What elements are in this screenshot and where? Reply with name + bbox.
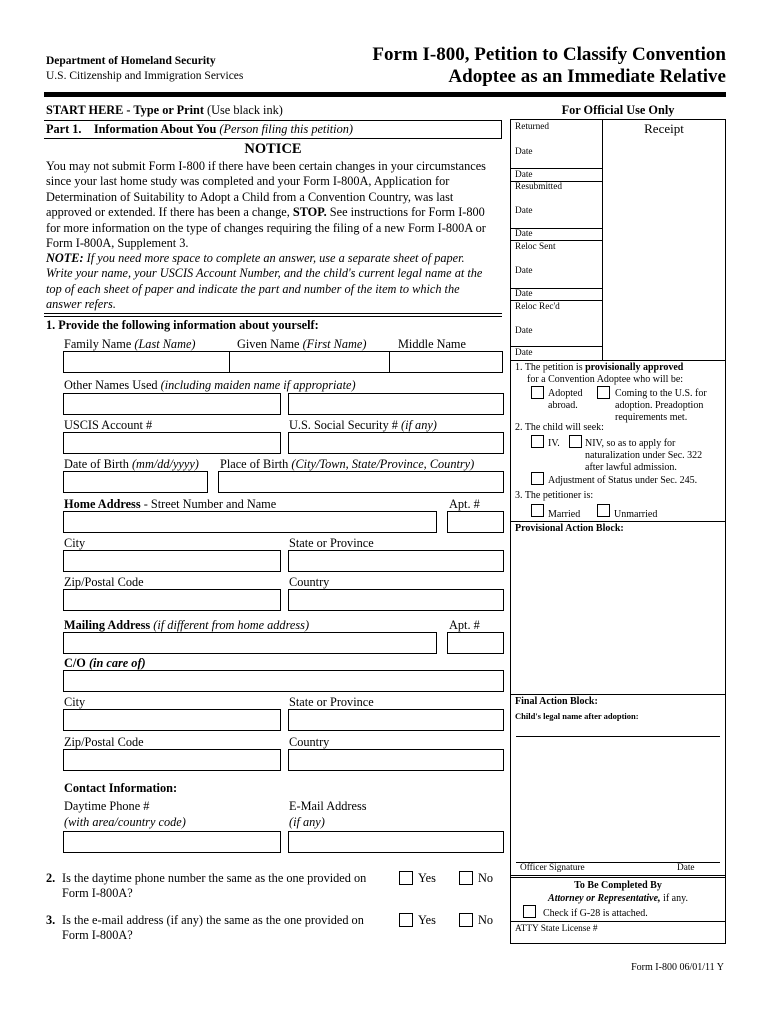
p2-text: 2. The child will seek: [515, 422, 604, 433]
ssn-input[interactable] [288, 432, 504, 454]
niv-line3: after lawful admission. [585, 462, 677, 473]
coming-line1: Coming to the U.S. for [615, 388, 707, 399]
other-names-input-2[interactable] [288, 393, 504, 415]
g28-label: Check if G-28 is attached. [543, 908, 648, 919]
q2-number: 2. [46, 871, 56, 885]
married-label: Married [548, 509, 581, 520]
unmarried-checkbox[interactable] [597, 504, 610, 517]
mailing-apt-label: Apt. # [449, 618, 480, 632]
resubmitted-label: Resubmitted [515, 182, 562, 192]
q3-yes-label: Yes [418, 913, 436, 927]
provisional-action-block: Provisional Action Block: [515, 523, 624, 534]
date-label-8: Date [515, 348, 533, 358]
adopted-label: Adopted [548, 388, 583, 399]
returned-label: Returned [515, 122, 550, 132]
q2-yes-checkbox[interactable] [399, 871, 413, 885]
mailing-state-input[interactable] [288, 709, 504, 731]
niv-checkbox[interactable] [569, 435, 582, 448]
adjustment-label: Adjustment of Status under Sec. 245. [548, 475, 698, 486]
form-title-line2: Adoptee as an Immediate Relative [448, 66, 726, 87]
given-name-label: Given Name (First Name) [237, 337, 367, 351]
email-input[interactable] [288, 831, 504, 853]
iv-checkbox[interactable] [531, 435, 544, 448]
home-city-label: City [64, 536, 86, 550]
reloc-sent-label: Reloc Sent [515, 242, 556, 252]
p3-text: 3. The petitioner is: [515, 490, 594, 501]
form-footer-id: Form I-800 06/01/11 Y [631, 962, 724, 973]
home-address-label: Home Address - Street Number and Name [64, 497, 277, 511]
home-country-label: Country [289, 575, 330, 589]
day-phone-sublabel: (with area/country code) [64, 815, 186, 829]
q3-number: 3. [46, 913, 56, 927]
mailing-zip-input[interactable] [63, 749, 281, 771]
notice-body: You may not submit Form I-800 if there have been certain changes in your circumstances since your last home study was completed and your Form I-800A, Application for Determination of Suitability to Adopt a Child from a Convention Country, was last approved or extended. If there has been a change, STOP. See instructions for Form I-800 for more information on the type of changes requiring the filing of a new Form I-800A or Form I-800A, Supplement 3. [46, 159, 486, 251]
q1-heading: 1. Provide the following information about yourself: [46, 318, 319, 332]
final-action-block: Final Action Block: [515, 696, 598, 707]
dob-input[interactable] [63, 471, 208, 493]
attorney-heading: To Be Completed By [574, 880, 662, 891]
contact-heading: Contact Information: [64, 781, 178, 795]
q2-no-checkbox[interactable] [459, 871, 473, 885]
home-street-input[interactable] [63, 511, 437, 533]
q3-yes-checkbox[interactable] [399, 913, 413, 927]
email-sublabel: (if any) [289, 815, 325, 829]
date-label-5: Date [515, 266, 533, 276]
iv-label: IV. [548, 438, 560, 449]
home-city-input[interactable] [63, 550, 281, 572]
notice-heading: NOTICE [244, 141, 302, 157]
q3-line2: Form I-800A? [62, 928, 133, 942]
home-country-input[interactable] [288, 589, 504, 611]
attorney-subheading: Attorney or Representative, if any. [548, 893, 688, 904]
dob-label: Date of Birth (mm/dd/yyyy) [64, 457, 199, 471]
note-body: NOTE: If you need more space to complete an answer, use a separate sheet of paper. Write your name, your USCIS Account Number, and the child's current legal name at the top of each sheet of paper and indicate the part and number of the item to which the answer refers. [46, 251, 483, 312]
atty-license-input[interactable] [520, 934, 720, 943]
date-label-7: Date [515, 326, 533, 336]
unmarried-label: Unmarried [614, 509, 658, 520]
care-of-input[interactable] [63, 670, 504, 692]
agency-name: Department of Homeland Security [46, 55, 216, 67]
g28-checkbox[interactable] [523, 905, 536, 918]
subagency-name: U.S. Citizenship and Immigration Services [46, 70, 244, 82]
date-label-6: Date [515, 289, 533, 299]
family-name-label: Family Name (Last Name) [64, 337, 196, 351]
mailing-zip-label: Zip/Postal Code [64, 735, 144, 749]
q3-no-label: No [478, 913, 494, 927]
coming-line2: adoption. Preadoption [615, 400, 704, 411]
date-label-2: Date [515, 170, 533, 180]
middle-name-label: Middle Name [398, 337, 466, 351]
home-apt-label: Apt. # [449, 497, 480, 511]
mailing-state-label: State or Province [289, 695, 374, 709]
uscis-account-input[interactable] [63, 432, 281, 454]
form-title-line1: Form I-800, Petition to Classify Convention [372, 44, 726, 65]
married-checkbox[interactable] [531, 504, 544, 517]
home-state-input[interactable] [288, 550, 504, 572]
uscis-account-label: USCIS Account # [64, 418, 153, 432]
pob-input[interactable] [218, 471, 504, 493]
day-phone-input[interactable] [63, 831, 281, 853]
mailing-country-label: Country [289, 735, 330, 749]
pob-label: Place of Birth (City/Town, State/Province, Country) [220, 457, 475, 471]
home-apt-input[interactable] [447, 511, 504, 533]
day-phone-label: Daytime Phone # [64, 799, 150, 813]
childs-legal-name-line[interactable] [516, 736, 720, 737]
header-rule [44, 92, 726, 97]
adjustment-checkbox[interactable] [531, 472, 544, 485]
q2-no-label: No [478, 871, 494, 885]
date-label-3: Date [515, 206, 533, 216]
other-names-input-1[interactable] [63, 393, 281, 415]
home-state-label: State or Province [289, 536, 374, 550]
email-label: E-Mail Address [289, 799, 367, 813]
p1-text-2: for a Convention Adoptee who will be: [527, 374, 684, 385]
mailing-address-label: Mailing Address (if different from home address) [64, 618, 310, 632]
home-zip-label: Zip/Postal Code [64, 575, 144, 589]
ssn-label: U.S. Social Security # (if any) [289, 418, 437, 432]
mailing-city-input[interactable] [63, 709, 281, 731]
coming-to-us-checkbox[interactable] [597, 386, 610, 399]
mailing-apt-input[interactable] [447, 632, 504, 654]
part1-title: Part 1. Information About You (Person filing this petition) [46, 122, 353, 136]
adopted-abroad-checkbox[interactable] [531, 386, 544, 399]
reloc-recd-label: Reloc Rec'd [515, 302, 560, 312]
mailing-country-input[interactable] [288, 749, 504, 771]
p1-text: 1. The petition is provisionally approved [515, 362, 684, 373]
start-here: START HERE - Type or Print (Use black ink) [46, 103, 283, 117]
other-names-label: Other Names Used (including maiden name if appropriate) [64, 378, 356, 392]
mailing-street-input[interactable] [63, 632, 437, 654]
q2-yes-label: Yes [418, 871, 436, 885]
date-label-1: Date [515, 147, 533, 157]
care-of-label: C/O (in care of) [64, 656, 146, 670]
atty-license-label: ATTY State License # [515, 924, 598, 934]
officer-signature-label: Officer Signature [520, 863, 585, 873]
childs-legal-name-label: Child's legal name after adoption: [515, 711, 639, 721]
date-label-4: Date [515, 229, 533, 239]
home-zip-input[interactable] [63, 589, 281, 611]
niv-line2: naturalization under Sec. 322 [585, 450, 703, 461]
official-use-heading: For Official Use Only [561, 103, 675, 117]
q3-line1: Is the e-mail address (if any) the same as the one provided on [62, 913, 364, 927]
signature-date-label: Date [677, 863, 695, 873]
q2-line2: Form I-800A? [62, 886, 133, 900]
q2-line1: Is the daytime phone number the same as the one provided on [62, 871, 367, 885]
name-input[interactable] [63, 351, 503, 373]
coming-line3: requirements met. [615, 412, 688, 423]
abroad-label: abroad. [548, 400, 578, 411]
receipt-label: Receipt [644, 121, 684, 136]
q3-no-checkbox[interactable] [459, 913, 473, 927]
niv-line1: NIV, so as to apply for [585, 438, 676, 449]
mailing-city-label: City [64, 695, 86, 709]
